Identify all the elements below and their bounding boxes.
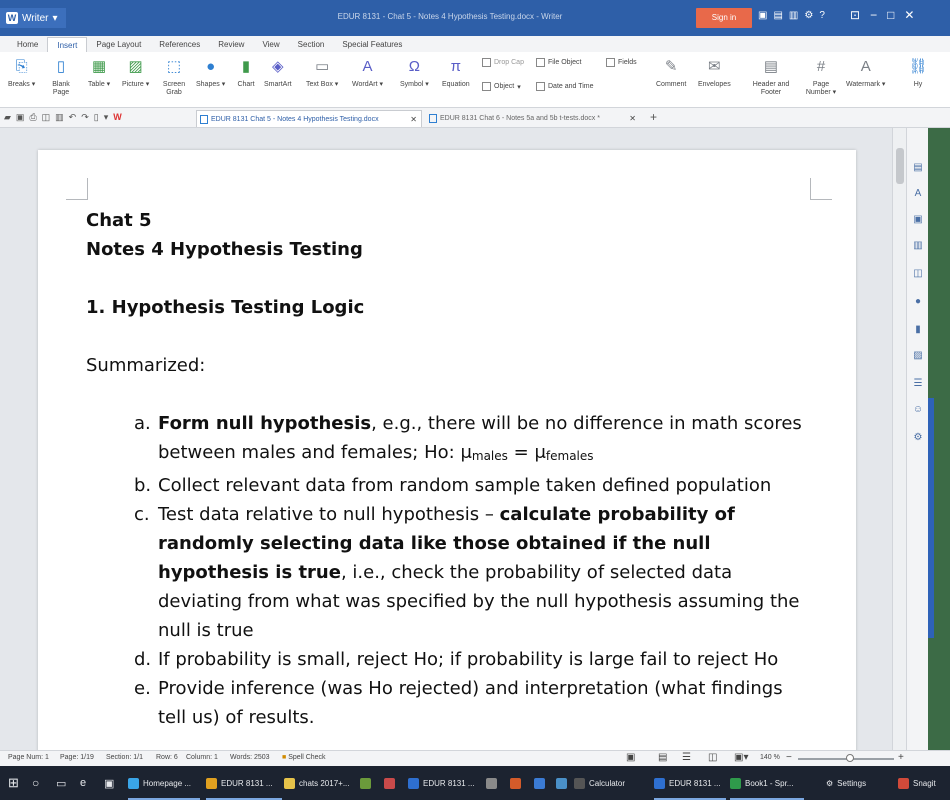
gear-icon: ⚙ bbox=[826, 778, 834, 788]
list-item: e. Provide inference (was Ho rejected) and interpretation (what findings tell us) of results. bbox=[134, 678, 783, 728]
file-icon[interactable]: ▤ bbox=[773, 10, 783, 21]
comment-icon: ✎ bbox=[664, 58, 678, 75]
tab-special-features[interactable]: Special Features bbox=[342, 40, 403, 49]
tab-insert[interactable]: Insert bbox=[47, 37, 87, 52]
taskbar-item-chats[interactable]: chats 2017+... bbox=[284, 774, 356, 792]
folder-icon bbox=[284, 778, 295, 789]
watermark-icon: A bbox=[860, 58, 871, 75]
writer-logo-icon: W bbox=[7, 13, 17, 23]
new-doc-icon[interactable]: ▯ bbox=[93, 112, 99, 122]
taskbar-item-calculator[interactable]: Calculator bbox=[574, 774, 650, 792]
list-item: a. Form null hypothesis, e.g., there will be no difference in math scores between males and females; Ho: μmales = μfemales bbox=[134, 413, 802, 463]
margin-marker bbox=[810, 178, 832, 200]
watermark-button[interactable]: A Watermark ▾ bbox=[846, 58, 886, 88]
style-icon[interactable]: A bbox=[914, 188, 922, 199]
title-bar bbox=[0, 0, 950, 36]
shapes-icon: ● bbox=[206, 58, 216, 75]
section-status: Section: 1/1 bbox=[106, 754, 143, 761]
picture-button[interactable]: ▨ Picture ▾ bbox=[122, 58, 150, 88]
people-icon[interactable]: ☺ bbox=[912, 404, 924, 415]
taskbar-item-settings[interactable]: ⚙ Settings bbox=[826, 778, 867, 788]
snagit-icon bbox=[898, 778, 909, 789]
tab-review[interactable]: Review bbox=[218, 40, 245, 49]
new-document-icon[interactable]: ▤ bbox=[913, 162, 923, 173]
file-object-button[interactable]: File Object bbox=[536, 58, 581, 67]
app-icon-3[interactable] bbox=[486, 774, 497, 792]
document-body bbox=[86, 206, 816, 750]
file-object-icon bbox=[536, 58, 545, 67]
envelope-icon: ✉ bbox=[708, 58, 721, 75]
column-status: Column: 1 bbox=[186, 754, 218, 761]
taskbar-item-edur3[interactable]: EDUR 8131 ... bbox=[654, 774, 728, 792]
tab-page-layout[interactable]: Page Layout bbox=[96, 40, 142, 49]
section-heading: 1. Hypothesis Testing Logic bbox=[86, 297, 365, 318]
fields-button[interactable]: Fields bbox=[606, 58, 637, 67]
screen-grab-button[interactable]: ⬚ Screen Grab bbox=[162, 58, 186, 96]
words-status: Words: 2503 bbox=[230, 754, 270, 761]
object-icon bbox=[482, 82, 491, 91]
document-icon bbox=[429, 114, 437, 123]
skin-icon[interactable]: ▣ bbox=[758, 10, 768, 21]
spreadsheet-icon bbox=[730, 778, 741, 789]
outline-view-icon[interactable]: ☰ bbox=[682, 752, 691, 763]
minimize-button[interactable]: − bbox=[870, 8, 878, 22]
app-icon-5[interactable] bbox=[534, 774, 545, 792]
picture-icon[interactable]: ▨ bbox=[913, 350, 923, 361]
app-menu-button[interactable] bbox=[0, 8, 66, 28]
list-icon[interactable]: ☰ bbox=[913, 378, 923, 389]
status-bar bbox=[0, 750, 950, 766]
omega-icon: Ω bbox=[408, 58, 421, 75]
hyperlink-button[interactable]: ⛓ Hy bbox=[908, 58, 928, 88]
date-time-button[interactable]: Date and Time bbox=[536, 82, 594, 91]
document-icon bbox=[200, 115, 208, 124]
windows-start-icon[interactable]: ⊞ bbox=[8, 775, 19, 790]
windows-taskbar bbox=[0, 766, 950, 800]
calculator-icon bbox=[574, 778, 585, 789]
table-icon: ▦ bbox=[92, 58, 107, 75]
book-icon[interactable]: ▮ bbox=[915, 324, 921, 335]
tools-icon[interactable]: ⚙ bbox=[804, 10, 814, 21]
zoom-slider-handle[interactable] bbox=[846, 754, 854, 762]
list-item: c. Test data relative to null hypothesis – calculate probability of randomly selecting data like those obtained if the null hypothesis is true, i.e., check the probability of selected data deviating from what was specified by the null hypothesis assuming the null is true bbox=[134, 504, 800, 641]
taskbar-item-edur2[interactable]: EDUR 8131 ... bbox=[408, 774, 480, 792]
taskbar-item-snagit[interactable]: Snagit bbox=[898, 774, 948, 792]
chrome-icon bbox=[128, 778, 139, 789]
row-status: Row: 6 bbox=[156, 754, 178, 761]
breaks-button[interactable]: ⎘ Breaks ▾ bbox=[8, 58, 36, 88]
window-title: EDUR 8131 - Chat 5 - Notes 4 Hypothesis Testing.docx - Writer bbox=[337, 12, 563, 21]
page-number-button[interactable]: # Page Number ▾ bbox=[805, 58, 837, 96]
restore-ribbon-icon[interactable]: ⊡ bbox=[850, 8, 861, 22]
blank-page-button[interactable]: ▯ Blank Page bbox=[52, 58, 70, 96]
browser-icon bbox=[206, 778, 217, 789]
equation-button[interactable]: π Equation bbox=[442, 58, 470, 88]
list-item: d. If probability is small, reject Ho; if probability is large fail to reject Ho bbox=[134, 649, 779, 670]
chevron-down-icon: ▾ bbox=[52, 12, 58, 24]
edge-icon[interactable]: e bbox=[80, 777, 87, 789]
writer-icon bbox=[654, 778, 665, 789]
taskbar-item-book1[interactable]: Book1 - Spr... bbox=[730, 774, 806, 792]
zoom-in-icon[interactable]: + bbox=[898, 752, 904, 763]
document-area bbox=[0, 128, 906, 750]
text-box-button[interactable]: ▭ Text Box ▾ bbox=[306, 58, 339, 88]
task-view-icon[interactable]: ▭ bbox=[56, 777, 67, 790]
smartart-button[interactable]: ◈ SmartArt bbox=[264, 58, 292, 88]
tab-section[interactable]: Section bbox=[297, 40, 325, 49]
wordart-button[interactable]: A WordArt ▾ bbox=[352, 58, 384, 88]
table-button[interactable]: ▦ Table ▾ bbox=[88, 58, 111, 88]
doc-title-line2: Notes 4 Hypothesis Testing bbox=[86, 239, 363, 260]
zoom-out-icon[interactable]: − bbox=[786, 752, 792, 763]
screen-grab-icon: ⬚ bbox=[166, 58, 182, 75]
vertical-scrollbar[interactable] bbox=[892, 128, 906, 750]
app-name: Writer bbox=[22, 12, 49, 24]
chart-button[interactable]: ▮ Chart bbox=[237, 58, 255, 88]
smartart-icon: ◈ bbox=[272, 58, 284, 75]
fields-icon bbox=[606, 58, 615, 67]
read-mode-icon[interactable]: ▣ bbox=[626, 752, 636, 763]
doc-title-line1: Chat 5 bbox=[86, 210, 152, 231]
spell-check-icon: ■ bbox=[282, 754, 287, 761]
help-button[interactable]: ? bbox=[819, 10, 825, 21]
scrollbar-thumb[interactable] bbox=[896, 148, 904, 184]
chat-icon[interactable]: ● bbox=[914, 296, 922, 307]
close-tab-icon[interactable]: ✕ bbox=[629, 114, 636, 123]
ribbon-tabs bbox=[0, 36, 950, 52]
drop-cap-button[interactable]: Drop Cap bbox=[482, 58, 524, 67]
app-icon-2[interactable] bbox=[384, 774, 395, 792]
copy-icon[interactable]: ▥ bbox=[913, 240, 923, 251]
object-button[interactable]: Object ▾ bbox=[482, 82, 521, 91]
shapes-button[interactable]: ● Shapes ▾ bbox=[196, 58, 226, 88]
gear-icon[interactable]: ⚙ bbox=[913, 432, 923, 443]
search-icon[interactable]: ○ bbox=[32, 776, 40, 790]
margin-marker bbox=[66, 178, 88, 200]
close-tab-icon[interactable]: ✕ bbox=[410, 115, 417, 124]
spell-check-toggle[interactable]: ■ Spell Check bbox=[282, 754, 326, 761]
blank-page-icon: ▯ bbox=[56, 58, 66, 75]
hyperlink-icon: ⛓ bbox=[908, 58, 928, 75]
redo-icon[interactable]: ↷ bbox=[81, 112, 89, 122]
app-icon-4[interactable] bbox=[510, 774, 521, 792]
store-icon[interactable]: ▣ bbox=[104, 777, 115, 790]
wordart-icon: A bbox=[362, 58, 373, 75]
tab-home[interactable]: Home bbox=[17, 40, 39, 49]
breaks-icon: ⎘ bbox=[15, 58, 28, 75]
zoom-level[interactable]: 140 % bbox=[760, 754, 780, 761]
steps-list bbox=[134, 409, 816, 732]
share-icon[interactable]: ▥ bbox=[788, 10, 799, 21]
doc-tab-chat5[interactable]: EDUR 8131 Chat 5 - Notes 4 Hypothesis Testing.docx ✕ bbox=[196, 110, 422, 127]
zoom-options-icon[interactable]: ▣▾ bbox=[734, 752, 749, 763]
writer-icon bbox=[408, 778, 419, 789]
select-icon[interactable]: ▣ bbox=[913, 214, 923, 225]
ribbon-toolbar bbox=[0, 52, 950, 108]
page-num-status: Page Num: 1 bbox=[8, 754, 49, 761]
page-view-icon[interactable]: ▤ bbox=[658, 752, 668, 763]
header-footer-icon: ▤ bbox=[763, 58, 779, 75]
export-pdf-icon[interactable]: ▥ bbox=[55, 112, 64, 122]
open-folder-icon[interactable]: ▰ bbox=[4, 112, 11, 122]
tab-view[interactable]: View bbox=[262, 40, 280, 49]
header-footer-button[interactable]: ▤ Header and Footer bbox=[752, 58, 790, 96]
envelopes-button[interactable]: ✉ Envelopes bbox=[698, 58, 731, 88]
print-preview-icon[interactable]: ◫ bbox=[41, 112, 51, 122]
web-view-icon[interactable]: ◫ bbox=[708, 752, 718, 763]
right-task-pane bbox=[906, 128, 928, 750]
quick-access-bar bbox=[0, 108, 950, 128]
pi-icon: π bbox=[450, 58, 461, 75]
picture-icon: ▨ bbox=[128, 58, 143, 75]
chart-icon: ▮ bbox=[241, 58, 251, 75]
close-button[interactable]: ✕ bbox=[904, 8, 915, 22]
sign-in-button[interactable]: Sign in bbox=[696, 8, 752, 28]
customize-icon[interactable]: ▾ bbox=[103, 112, 109, 122]
symbol-button[interactable]: Ω Symbol ▾ bbox=[400, 58, 429, 88]
page-status: Page: 1/19 bbox=[60, 754, 94, 761]
page-number-icon: # bbox=[816, 58, 826, 75]
calendar-icon bbox=[536, 82, 545, 91]
app-icon-6[interactable] bbox=[556, 774, 567, 792]
drop-cap-icon bbox=[482, 58, 491, 67]
app-icon-1[interactable] bbox=[360, 774, 371, 792]
tab-references[interactable]: References bbox=[159, 40, 201, 49]
doc-tab-chat6[interactable]: EDUR 8131 Chat 6 - Notes 5a and 5b t-tests.docx * ✕ bbox=[426, 110, 640, 127]
desktop-background bbox=[928, 128, 950, 750]
document-page[interactable] bbox=[38, 150, 856, 750]
comment-button[interactable]: ✎ Comment bbox=[656, 58, 687, 88]
new-tab-icon[interactable]: + bbox=[650, 110, 658, 124]
taskbar-item-homepage[interactable]: Homepage ... bbox=[128, 774, 200, 792]
wps-logo-icon[interactable]: W bbox=[113, 112, 122, 122]
text-box-icon: ▭ bbox=[315, 58, 330, 75]
save-icon[interactable]: ▣ bbox=[15, 112, 25, 122]
print-icon[interactable]: ⎙ bbox=[29, 112, 37, 122]
undo-icon[interactable]: ↶ bbox=[68, 112, 77, 122]
taskbar-item-edur1[interactable]: EDUR 8131 ... bbox=[206, 774, 286, 792]
summarized-label: Summarized: bbox=[86, 355, 206, 376]
maximize-button[interactable]: □ bbox=[887, 8, 895, 22]
layout-icon[interactable]: ◫ bbox=[913, 268, 923, 279]
list-item: b. Collect relevant data from random sample taken defined population bbox=[134, 475, 772, 496]
